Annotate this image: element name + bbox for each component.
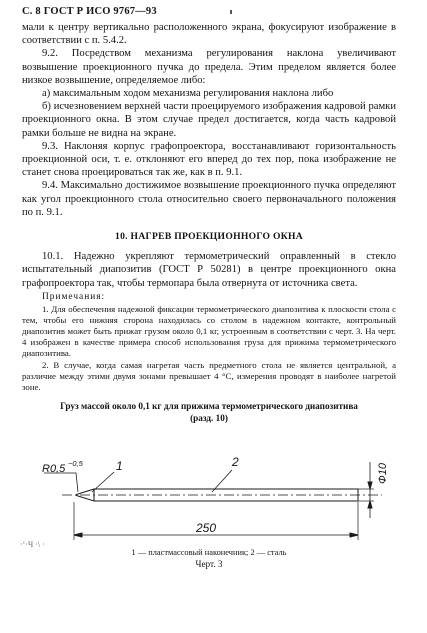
note-2: 2. В случае, когда самая нагретая часть предметного стола не является центральной, а различие между этими двумя зонами превышает 4 °С, измерения проводят в наиболее нагретой зоне.	[22, 359, 396, 392]
length-label: 250	[195, 521, 217, 535]
dim-arrow-left	[74, 533, 82, 537]
figure-caption: 1 — пластмассовый наконечник; 2 — сталь	[131, 548, 287, 557]
note-1: 1. Для обеспечения надежной фиксации термометрического диапозитива к плоскости стола с тем, чтобы его нижняя сторона находилась со столом в надежном контакте, контрольный диапозитив может быть прижат грузом около 0,1 кг, устроенным в соответствии с черт. 3. На черт. 4 изображен в качестве примера способ использования груза для прижима термометрического диапозитива.	[22, 304, 396, 359]
dim-arrow-right	[350, 533, 358, 537]
paragraph-10-1: 10.1. Надежно укрепляют термометрический оправленный в стекло испытательный диапозитив (ГОСТ Р 50281) в центре проекционного окна графопроектора так, чтобы термопара была отвернута от источника света.	[22, 251, 396, 289]
leader-radius	[44, 473, 78, 492]
tolerance-label: −0,5	[68, 459, 83, 468]
radius-label: R0,5	[42, 463, 66, 475]
dim-arrow-bottom	[368, 501, 372, 508]
scan-speck	[230, 10, 232, 14]
paragraph-continuation: мали к центру вертикально расположенного экрана, фокусируют изображение в соответствии с п. 5.4.2.	[22, 22, 396, 47]
paragraph-9-2: 9.2. Посредством механизма регулирования наклона увеличивают возвышение проекционного пучка до предела. Этим пределом является более низкое возвышение, определяемое либо:	[22, 48, 396, 86]
notes-heading: Примечания:	[42, 291, 106, 302]
page-header: С. 8 ГОСТ Р ИСО 9767—93	[22, 6, 157, 17]
dim-arrow-top	[368, 482, 372, 489]
document-body	[22, 21, 396, 424]
callout-1: 1	[116, 459, 123, 473]
item-a: а) максимальным ходом механизма регулирования наклона либо	[42, 88, 334, 100]
figure-title: Груз массой около 0,1 кг для прижима термометрического диапозитива (разд. 10)	[60, 400, 358, 423]
item-b: б) исчезновением верхней части проецируемого изображения кадровой рамки проекционного окна. В этом случае предел достигается, когда часть кадровой рамки больше не видна на экране.	[22, 101, 396, 139]
paragraph-9-4: 9.4. Максимально достижимое возвышение проекционного пучка определяют как угол проекционного стола относительно своего первоначального положения по п. 9.1.	[22, 180, 396, 218]
diameter-label: Ф10	[377, 463, 389, 484]
callout-2: 2	[232, 455, 239, 469]
paragraph-9-3: 9.3. Наклоняя корпус графопроектора, восстанавливают горизонтальность проекционной оси, т. е. отклоняют его вперед до тех пор, пока изображение не станет снова проецироваться так же, как в п. 9.1.	[22, 140, 396, 179]
section-title: 10. НАГРЕВ ПРОЕКЦИОННОГО ОКНА	[114, 231, 304, 243]
bleed-through-fragment: ·‘·Ч ·\ ·	[20, 540, 45, 549]
figure-number: Черт. 3	[195, 559, 223, 569]
